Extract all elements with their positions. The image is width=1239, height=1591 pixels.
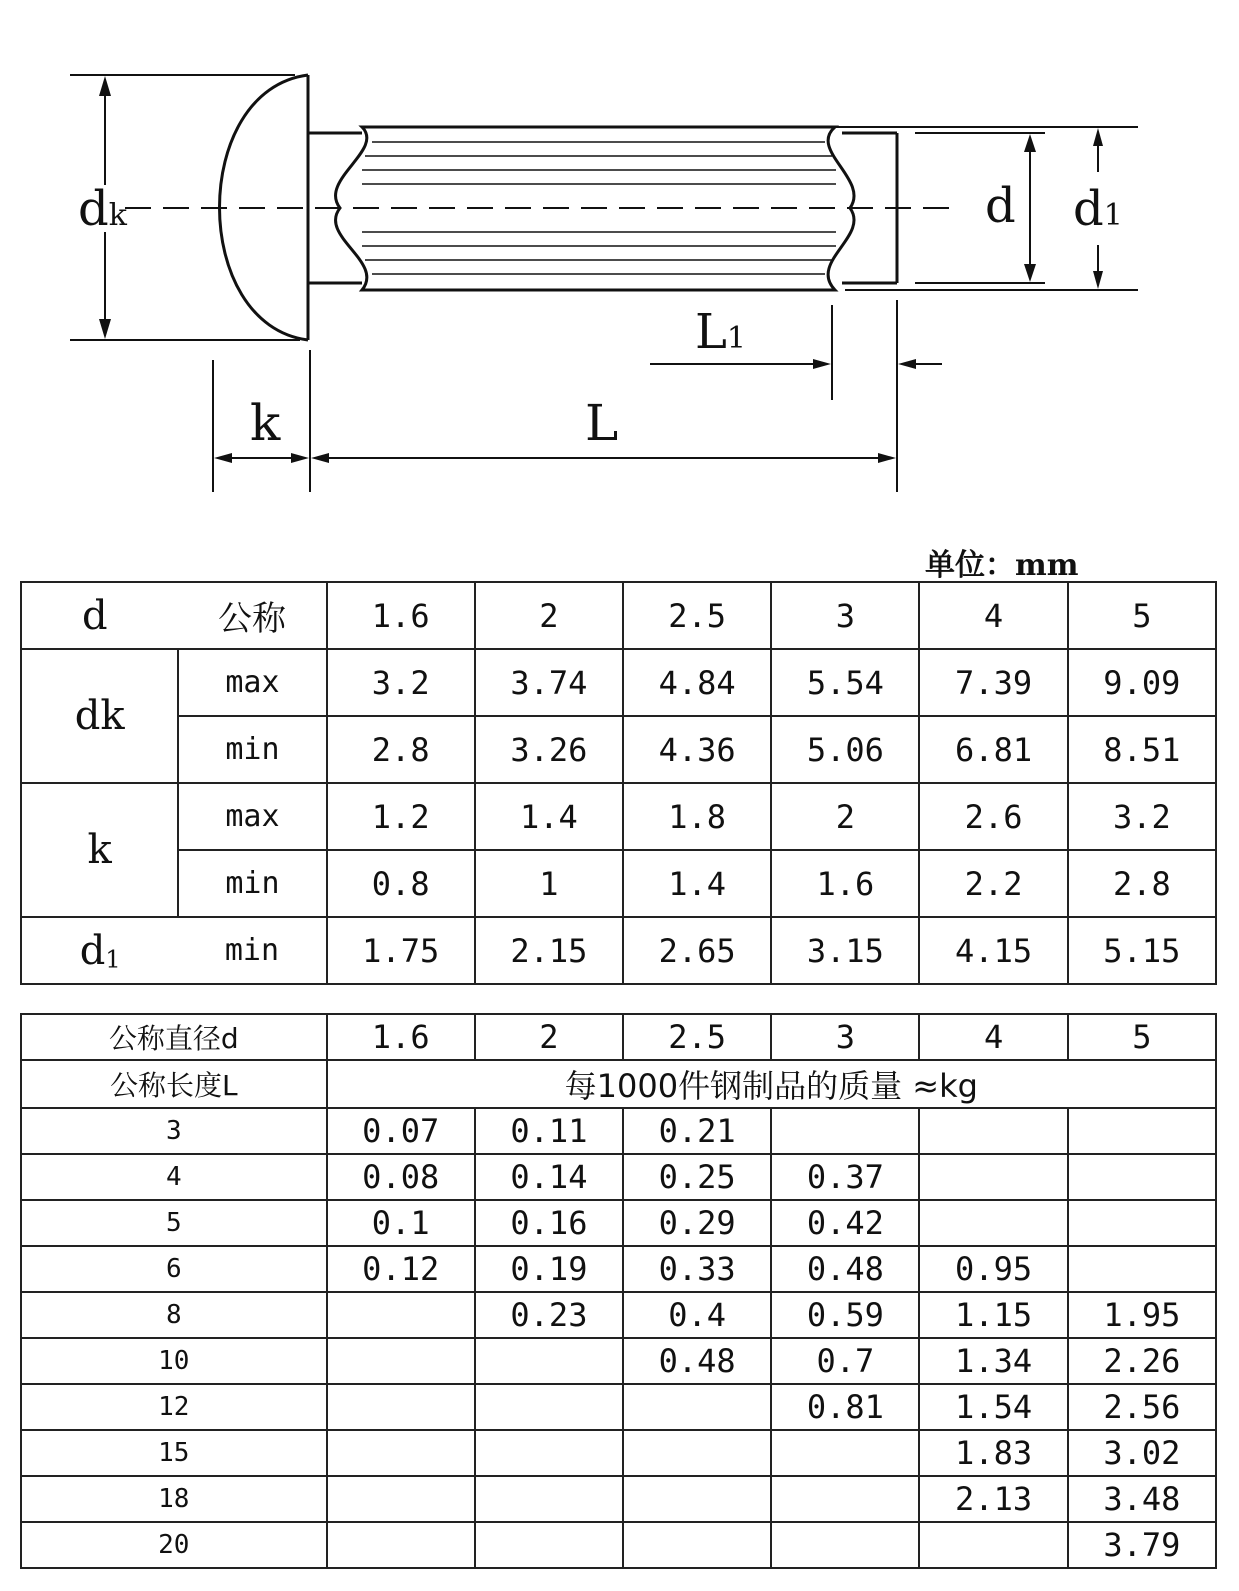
- mass-title: 每1000件钢制品的质量 ≈kg: [327, 1060, 1216, 1108]
- mass-cell: [327, 1338, 475, 1384]
- mass-cell: [623, 1384, 771, 1430]
- mass-cell: 3.02: [1068, 1430, 1216, 1476]
- mass-cell: [623, 1476, 771, 1522]
- spec-cell: 2.6: [919, 783, 1067, 850]
- mass-cell: [1068, 1200, 1216, 1246]
- spec-cell: 4.84: [623, 649, 771, 716]
- spec-label-min: min: [178, 917, 326, 984]
- label-dk: dk: [78, 181, 127, 237]
- mass-cell: [919, 1108, 1067, 1154]
- spec-table: [20, 581, 1217, 985]
- mass-cell: 0.16: [475, 1200, 623, 1246]
- label-L: L: [585, 394, 619, 452]
- label-d: d: [985, 178, 1016, 234]
- spec-cell: 3: [771, 582, 919, 649]
- mass-cell: [771, 1108, 919, 1154]
- spec-cell: 2.2: [919, 850, 1067, 917]
- mass-cell: 0.23: [475, 1292, 623, 1338]
- mass-cell: 0.11: [475, 1108, 623, 1154]
- mass-header-row: [21, 1014, 1216, 1060]
- label-k: k: [250, 394, 281, 452]
- dimension-labels: [78, 178, 1123, 452]
- mass-cell: 1.34: [919, 1338, 1067, 1384]
- spec-cell: 2: [771, 783, 919, 850]
- unit-label: 单位：mm: [925, 548, 1079, 583]
- spec-row-dk-max: [21, 649, 1216, 716]
- spec-cell: 5: [1068, 582, 1216, 649]
- mass-row: [21, 1384, 1216, 1430]
- spec-cell: 4: [919, 582, 1067, 649]
- spec-cell: 1: [475, 850, 623, 917]
- spec-cell: 1.4: [475, 783, 623, 850]
- mass-cell: 2.56: [1068, 1384, 1216, 1430]
- mass-cell: 0.59: [771, 1292, 919, 1338]
- mass-cell: 3.48: [1068, 1476, 1216, 1522]
- mass-body: [21, 1108, 1216, 1568]
- spec-cell: 2.8: [1068, 850, 1216, 917]
- mass-cell: 0.4: [623, 1292, 771, 1338]
- spec-cell: 2.5: [623, 582, 771, 649]
- spec-cell: 5.15: [1068, 917, 1216, 984]
- spec-cell: 1.6: [771, 850, 919, 917]
- spec-cell: 9.09: [1068, 649, 1216, 716]
- mass-length: 10: [21, 1338, 327, 1384]
- mass-cell: 0.29: [623, 1200, 771, 1246]
- mass-length: 18: [21, 1476, 327, 1522]
- mass-cell: 0.25: [623, 1154, 771, 1200]
- mass-cell: 0.48: [623, 1338, 771, 1384]
- mass-row: [21, 1338, 1216, 1384]
- mass-row: [21, 1430, 1216, 1476]
- mass-length: 12: [21, 1384, 327, 1430]
- mass-cell: 0.33: [623, 1246, 771, 1292]
- mass-cell: [475, 1384, 623, 1430]
- mass-row: [21, 1246, 1216, 1292]
- mass-diameter: 3: [771, 1014, 919, 1060]
- mass-cell: 0.95: [919, 1246, 1067, 1292]
- mass-cell: [623, 1522, 771, 1568]
- mass-cell: 1.83: [919, 1430, 1067, 1476]
- label-L1: L1: [695, 304, 746, 360]
- mass-cell: 0.07: [327, 1108, 475, 1154]
- spec-cell: 0.8: [327, 850, 475, 917]
- mass-length: 3: [21, 1108, 327, 1154]
- mass-length: 20: [21, 1522, 327, 1568]
- mass-cell: [475, 1430, 623, 1476]
- mass-cell: [919, 1522, 1067, 1568]
- spec-symbol-dk: dk: [21, 649, 178, 783]
- label-d1: d1: [1073, 181, 1123, 237]
- spec-cell: 1.6: [327, 582, 475, 649]
- mass-length: 15: [21, 1430, 327, 1476]
- mass-cell: 1.95: [1068, 1292, 1216, 1338]
- spec-label-max: max: [178, 649, 326, 716]
- spec-row-k-max: [21, 783, 1216, 850]
- nominal-length-label: 公称长度L: [21, 1060, 327, 1108]
- rivet-drawing: [0, 0, 1239, 530]
- mass-diameter: 1.6: [327, 1014, 475, 1060]
- mass-length: 8: [21, 1292, 327, 1338]
- mass-diameter: 5: [1068, 1014, 1216, 1060]
- mass-cell: 1.54: [919, 1384, 1067, 1430]
- mass-cell: 0.42: [771, 1200, 919, 1246]
- mass-cell: 1.15: [919, 1292, 1067, 1338]
- mass-length: 5: [21, 1200, 327, 1246]
- mass-table: [20, 1013, 1217, 1569]
- spec-cell: 3.15: [771, 917, 919, 984]
- spec-cell: 2: [475, 582, 623, 649]
- spec-cell: 3.26: [475, 716, 623, 783]
- mass-cell: [475, 1522, 623, 1568]
- spec-label-nominal: 公称: [178, 582, 326, 649]
- mass-cell: [475, 1338, 623, 1384]
- mass-row: [21, 1476, 1216, 1522]
- mass-cell: 0.48: [771, 1246, 919, 1292]
- mass-cell: [327, 1522, 475, 1568]
- spec-row-nominal: [21, 582, 1216, 649]
- spec-cell: 3.74: [475, 649, 623, 716]
- mass-cell: [1068, 1154, 1216, 1200]
- mass-cell: 3.79: [1068, 1522, 1216, 1568]
- mass-cell: [1068, 1246, 1216, 1292]
- mass-length: 4: [21, 1154, 327, 1200]
- spec-cell: 2.15: [475, 917, 623, 984]
- mass-length: 6: [21, 1246, 327, 1292]
- spec-cell: 5.54: [771, 649, 919, 716]
- mass-cell: [771, 1476, 919, 1522]
- mass-cell: [475, 1476, 623, 1522]
- mass-cell: [771, 1522, 919, 1568]
- mass-row: [21, 1292, 1216, 1338]
- mass-diameter: 2.5: [623, 1014, 771, 1060]
- spec-row-dk-min: [21, 716, 1216, 783]
- mass-cell: 0.7: [771, 1338, 919, 1384]
- mass-diameter: 4: [919, 1014, 1067, 1060]
- spec-cell: 5.06: [771, 716, 919, 783]
- mass-cell: [327, 1384, 475, 1430]
- spec-cell: 7.39: [919, 649, 1067, 716]
- spec-label-max: max: [178, 783, 326, 850]
- spec-cell: 2.65: [623, 917, 771, 984]
- mass-cell: 0.08: [327, 1154, 475, 1200]
- spec-label-min: min: [178, 850, 326, 917]
- spec-symbol-d1: $d_1$: [21, 917, 178, 984]
- mass-cell: 0.21: [623, 1108, 771, 1154]
- mass-cell: 0.37: [771, 1154, 919, 1200]
- spec-cell: 1.8: [623, 783, 771, 850]
- spec-symbol-d: d: [21, 582, 178, 649]
- spec-cell: 4.36: [623, 716, 771, 783]
- mass-cell: [919, 1200, 1067, 1246]
- mass-cell: 2.13: [919, 1476, 1067, 1522]
- spec-cell: 8.51: [1068, 716, 1216, 783]
- mass-row: [21, 1200, 1216, 1246]
- spec-cell: 1.75: [327, 917, 475, 984]
- spec-cell: 6.81: [919, 716, 1067, 783]
- spec-row-k-min: [21, 850, 1216, 917]
- spec-cell: 2.8: [327, 716, 475, 783]
- spec-label-min: min: [178, 716, 326, 783]
- mass-cell: [327, 1292, 475, 1338]
- spec-cell: 3.2: [327, 649, 475, 716]
- spec-cell: 3.2: [1068, 783, 1216, 850]
- spec-cell: 1.2: [327, 783, 475, 850]
- mass-cell: [327, 1430, 475, 1476]
- mass-row: [21, 1108, 1216, 1154]
- mass-cell: 0.1: [327, 1200, 475, 1246]
- spec-row-d1: [21, 917, 1216, 984]
- mass-cell: 2.26: [1068, 1338, 1216, 1384]
- spec-cell: 4.15: [919, 917, 1067, 984]
- mass-cell: [327, 1476, 475, 1522]
- mass-cell: 0.12: [327, 1246, 475, 1292]
- mass-title-row: [21, 1060, 1216, 1108]
- mass-cell: 0.81: [771, 1384, 919, 1430]
- nominal-diameter-label: 公称直径d: [21, 1014, 327, 1060]
- mass-diameter: 2: [475, 1014, 623, 1060]
- mass-cell: [623, 1430, 771, 1476]
- mass-row: [21, 1154, 1216, 1200]
- mass-row: [21, 1522, 1216, 1568]
- mass-cell: [919, 1154, 1067, 1200]
- mass-cell: [1068, 1108, 1216, 1154]
- spec-cell: 1.4: [623, 850, 771, 917]
- mass-cell: 0.19: [475, 1246, 623, 1292]
- mass-cell: [771, 1430, 919, 1476]
- mass-cell: 0.14: [475, 1154, 623, 1200]
- spec-symbol-k: k: [21, 783, 178, 917]
